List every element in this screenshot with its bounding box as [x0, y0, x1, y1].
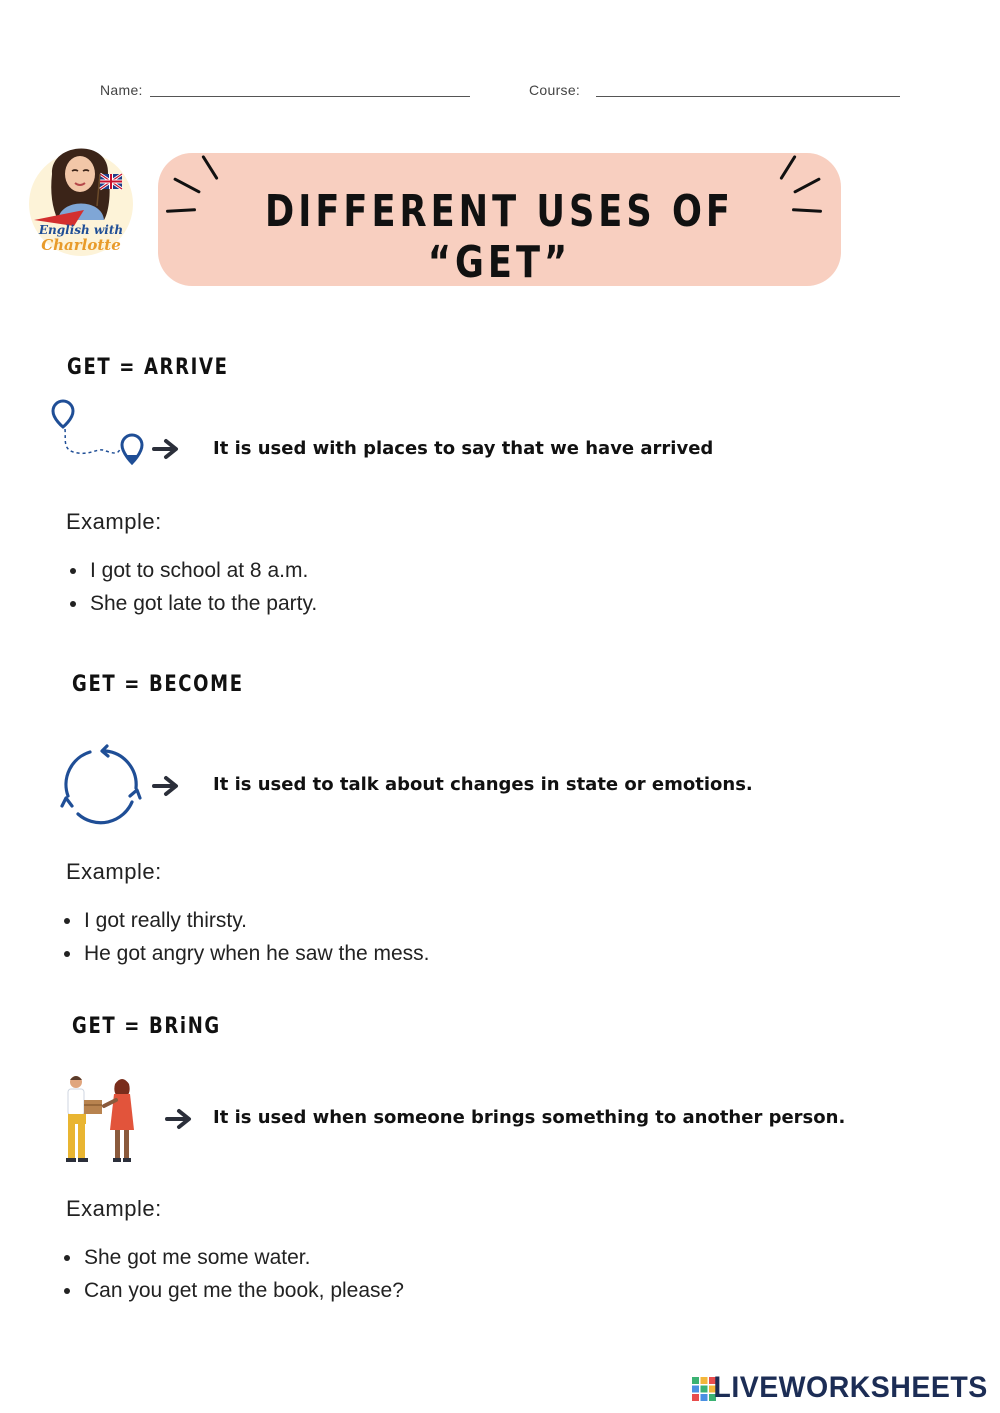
example-list — [60, 904, 430, 970]
example-list — [66, 554, 317, 620]
arrow-right-icon — [165, 1108, 195, 1130]
liveworksheets-grid-icon — [692, 1377, 716, 1401]
english-with-charlotte-logo — [24, 134, 138, 262]
section-heading-arrive: GET = ARRIVE — [67, 355, 229, 380]
list-item: He got angry when he saw the mess. — [60, 937, 430, 970]
course-label: Course: — [529, 82, 581, 98]
course-field[interactable] — [596, 96, 900, 97]
delivery-people-icon — [60, 1074, 142, 1166]
list-item: She got me some water. — [60, 1241, 404, 1274]
example-label: Example: — [66, 509, 162, 534]
name-field[interactable] — [150, 96, 470, 97]
section-description-become: It is used to talk about changes in state or emotions. — [213, 774, 753, 795]
example-list — [60, 1241, 404, 1307]
arrow-right-icon — [152, 775, 182, 797]
liveworksheets-brand[interactable]: LIVEWORKSHEETS — [713, 1371, 988, 1404]
arrow-right-icon — [152, 438, 182, 460]
section-description-arrive: It is used with places to say that we have arrived — [213, 438, 714, 459]
section-heading-bring: GET = BRiNG — [72, 1014, 221, 1039]
logo-text-line2: Charlotte — [41, 236, 121, 254]
cycle-arrows-icon — [60, 744, 142, 826]
liveworksheets-logo — [692, 1371, 988, 1405]
section-heading-become: GET = BECOME — [72, 672, 244, 697]
page-title: DIFFERENT USES OF “GET” — [265, 186, 734, 288]
list-item: She got late to the party. — [66, 587, 317, 620]
list-item: I got really thirsty. — [60, 904, 430, 937]
name-label: Name: — [100, 82, 143, 98]
list-item: Can you get me the book, please? — [60, 1274, 404, 1307]
list-item: I got to school at 8 a.m. — [66, 554, 317, 587]
section-description-bring: It is used when someone brings something to another person. — [213, 1107, 846, 1128]
example-label: Example: — [66, 1196, 162, 1221]
logo-text-line1: English with — [38, 223, 124, 237]
example-label: Example: — [66, 859, 162, 884]
map-route-icon — [48, 397, 148, 469]
